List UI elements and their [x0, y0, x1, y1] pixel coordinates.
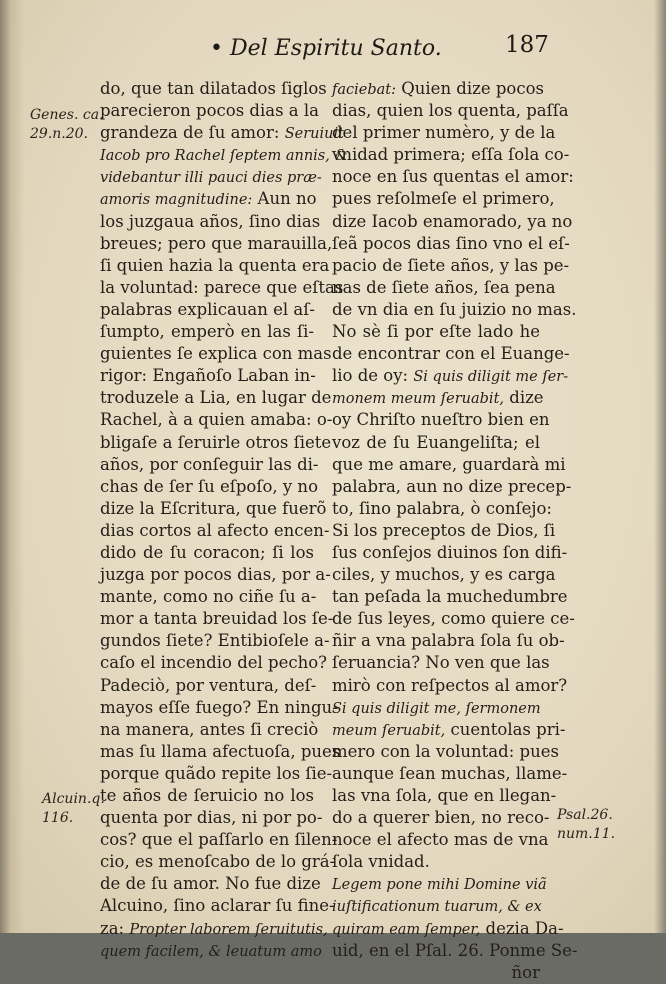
text-line	[332, 785, 557, 807]
right-text-column	[332, 78, 578, 984]
latin-quote: Seruiuit	[284, 126, 344, 143]
text-line	[100, 895, 335, 917]
line-text: ſola vnidad.	[332, 852, 430, 872]
running-head: • Del Espiritu Santo.	[210, 36, 442, 61]
line-text: No sè ſi por eſte lado he	[332, 322, 540, 342]
line-text: Rachel, à a quien amaba: o-	[100, 410, 333, 430]
text-line	[100, 211, 321, 233]
line-text: juzga por pocos dias, por a-	[100, 565, 331, 585]
margin-note-alcuin	[42, 790, 105, 828]
line-text: dias cortos al afecto encen-	[100, 520, 330, 540]
margin-note-line: num.11.	[557, 826, 616, 842]
line-text: caſo el incendio del pecho?	[100, 653, 328, 673]
line-text: troduzele a Lia, en lugar de	[100, 388, 332, 408]
text-line	[332, 851, 540, 873]
text-line	[332, 122, 556, 144]
line-text: quenta por dias, ni por po-	[100, 808, 323, 828]
line-text: parecieron pocos dias a la	[100, 101, 319, 121]
text-line	[332, 365, 569, 387]
line-text: Aun no	[252, 189, 317, 209]
text-line	[332, 564, 556, 586]
line-text: ñir a vna palabra ſola ſu ob-	[332, 631, 565, 651]
text-line	[100, 255, 330, 277]
latin-quote: Si quis diligit me ſer-	[413, 369, 569, 386]
page-edge	[654, 0, 666, 933]
text-line	[100, 829, 338, 851]
line-text: cio, es menoſcabo de lo grá-	[100, 852, 336, 872]
line-text: de vn dia en ſu juizio no mas.	[332, 299, 577, 319]
line-text: vnidad primera; eſſa ſola co-	[332, 145, 570, 165]
line-text: Quien dize pocos	[396, 79, 544, 98]
latin-quote: Iacob pro Rachel ſeptem annis, &	[100, 148, 348, 165]
text-line	[332, 299, 577, 321]
text-line	[100, 763, 333, 785]
line-text: voz de ſu Euangeliſta; el	[332, 432, 540, 452]
line-text: ſeã pocos dias ſino vno el eſ-	[332, 233, 570, 253]
text-line	[100, 608, 334, 630]
latin-quote: videbantur illi pauci dies præ-	[100, 170, 322, 187]
text-line	[332, 918, 564, 940]
page-number: 187	[505, 32, 549, 58]
line-text: do a querer bien, no reco-	[332, 808, 550, 828]
text-line	[332, 454, 566, 476]
latin-quote: meum ſeruabit,	[332, 722, 446, 739]
line-text: ſi quien hazia la quenta era	[100, 255, 330, 275]
text-line	[332, 476, 572, 498]
line-text: años, por conſeguir las di-	[100, 454, 319, 474]
margin-note-line: 116.	[42, 810, 74, 826]
text-line	[332, 630, 565, 652]
text-line	[332, 409, 550, 431]
line-text: oy Chriſto nueſtro bien en	[332, 410, 550, 430]
text-line	[332, 542, 568, 564]
line-text: dize la Eſcritura, que fuerõ	[100, 498, 327, 518]
text-line	[332, 829, 549, 851]
latin-quote: amoris magnitudine:	[100, 192, 253, 209]
text-line	[100, 122, 344, 144]
line-text: que me amare, guardarà mi	[332, 454, 566, 474]
text-line	[100, 365, 314, 387]
text-line	[100, 321, 314, 343]
text-line	[100, 675, 317, 697]
latin-quote: monem meum ſeruabit,	[332, 391, 505, 408]
text-line	[100, 851, 336, 873]
text-line	[332, 962, 540, 984]
text-line	[100, 299, 314, 321]
left-text-column	[100, 78, 348, 962]
text-line	[332, 188, 555, 210]
text-line	[100, 807, 323, 829]
line-text: tan peſada la muchedumbre	[332, 587, 568, 607]
line-text: mas ſu llama afectuoſa, pues	[100, 741, 341, 761]
line-text: palabras explicauan el aſ-	[100, 299, 315, 319]
line-text: dias, quien los quenta, paſſa	[332, 101, 569, 121]
line-text: cuentolas pri-	[445, 719, 566, 739]
line-text: nas de ſiete años, ſea pena	[332, 277, 556, 297]
text-line	[100, 697, 338, 719]
latin-quote: faciebat:	[332, 82, 396, 98]
line-text: Alcuino, ſino aclarar ſu fine-	[100, 896, 335, 916]
margin-note-genesis	[30, 106, 104, 144]
text-line	[100, 542, 314, 564]
line-text: de de ſu amor. No fue dize	[100, 874, 321, 894]
margin-note-line: Psal.26.	[557, 807, 613, 823]
text-line	[332, 277, 556, 299]
text-line	[332, 211, 573, 233]
text-line	[332, 520, 556, 542]
margin-note-line: 29.n.20.	[30, 126, 88, 142]
latin-quote: Legem pone mihi Domine viã	[332, 877, 547, 894]
text-line	[100, 476, 318, 498]
text-line	[332, 719, 566, 741]
line-text: Padeciò, por ventura, deſ-	[100, 675, 317, 695]
line-text: mero con la voluntad: pues	[332, 741, 559, 761]
text-line	[100, 166, 322, 188]
text-line	[332, 387, 544, 409]
gutter-shadow	[0, 0, 24, 933]
line-text: na manera, antes ſi creciò	[100, 719, 319, 739]
line-text: de encontrar con el Euange-	[332, 344, 570, 364]
text-line	[332, 586, 568, 608]
text-line	[332, 144, 570, 166]
text-line	[100, 586, 317, 608]
text-line	[332, 255, 570, 277]
text-line	[332, 940, 578, 962]
text-line	[332, 895, 540, 917]
margin-note-line: Genes. ca.	[30, 107, 104, 123]
text-line	[332, 652, 550, 674]
line-text: mante, como no ciñe ſu a-	[100, 587, 317, 607]
line-text: cos? que el paſſarlo en ſilen-	[100, 830, 338, 850]
text-line	[100, 144, 348, 166]
text-line	[100, 78, 327, 100]
text-line	[332, 78, 544, 100]
line-text: mirò con reſpectos al amor?	[332, 675, 568, 695]
line-text: los juzgaua años, ſino dias	[100, 211, 321, 231]
text-line	[100, 918, 328, 940]
text-line	[100, 652, 328, 674]
line-text: Si los preceptos de Dios, ſi	[332, 520, 556, 540]
text-line	[332, 166, 574, 188]
line-text: guientes ſe explica con mas	[100, 344, 332, 364]
text-line	[332, 321, 540, 343]
text-line	[332, 432, 540, 454]
text-line	[332, 233, 570, 255]
line-text: pacio de ſiete años, y las pe-	[332, 255, 570, 275]
text-line	[100, 409, 333, 431]
text-line	[332, 697, 540, 719]
text-line	[100, 498, 327, 520]
line-text: to, ſino palabra, ò conſejo:	[332, 498, 552, 518]
text-line	[100, 785, 314, 807]
line-text: noce el afecto mas de vna	[332, 830, 549, 850]
latin-quote: iuſtificationum tuarum, & ex	[332, 899, 542, 916]
line-text: chas de ſer ſu eſpoſo, y no	[100, 476, 318, 496]
text-line	[100, 564, 331, 586]
text-line	[332, 100, 569, 122]
latin-quote: Si quis diligit me, ſermonem	[332, 700, 541, 717]
line-text: breues; pero que marauilla,	[100, 233, 333, 253]
line-text: porque quãdo repite los ſie-	[100, 763, 333, 783]
text-line	[332, 675, 568, 697]
line-text: ſus conſejos diuinos ſon difi-	[332, 542, 568, 562]
text-line	[100, 719, 319, 741]
line-text: te años de ſeruicio no los	[100, 786, 314, 805]
line-text: las vna ſola, que en llegan-	[332, 786, 557, 805]
text-line	[332, 343, 570, 365]
text-line	[100, 432, 332, 454]
line-text: pues reſolmeſe el primero,	[332, 189, 555, 209]
line-text: aunque ſean muchas, llame-	[332, 763, 568, 783]
text-line	[332, 741, 559, 763]
latin-quote: quiram eam ſemper,	[332, 921, 481, 938]
text-line	[332, 498, 552, 520]
text-line	[100, 940, 322, 962]
line-text: mor a tanta breuidad los ſe-	[100, 609, 334, 629]
line-text: za:	[100, 918, 130, 938]
line-text: dezia Da-	[480, 918, 564, 938]
line-text: uid, en el Pſal. 26. Ponme Se-	[332, 940, 578, 960]
text-line	[332, 807, 550, 829]
text-line	[100, 100, 319, 122]
text-line	[332, 608, 575, 630]
text-line	[100, 454, 319, 476]
text-line	[100, 873, 321, 895]
line-text: dize Iacob enamorado, ya no	[332, 211, 573, 231]
text-line	[100, 520, 330, 542]
latin-quote: Propter laborem ſeruitutis,	[129, 921, 328, 938]
line-text: ciles, y muchos, y es carga	[332, 565, 556, 585]
margin-note-psalm	[557, 806, 615, 844]
text-line	[100, 387, 332, 409]
line-text: ſeruancia? No ven que las	[332, 653, 550, 673]
line-text: lio de oy:	[332, 366, 414, 386]
margin-note-line: Alcuin.q.	[42, 791, 105, 807]
text-line	[100, 233, 333, 255]
text-line	[100, 277, 344, 299]
text-line	[100, 630, 330, 652]
line-text: do, que tan dilatados ſiglos	[100, 79, 327, 98]
line-text: noce en ſus quentas el amor:	[332, 167, 574, 187]
line-text: ñor	[511, 962, 540, 982]
line-text: de ſus leyes, como quiere ce-	[332, 609, 575, 629]
text-line	[332, 763, 568, 785]
line-text: la voluntad: parece que eſtas	[100, 277, 344, 297]
text-line	[100, 343, 332, 365]
line-text: ſumpto, emperò en las ſi-	[100, 322, 314, 342]
text-line	[100, 741, 341, 763]
line-text: bligaſe a ſeruirle otros ſiete	[100, 432, 332, 452]
line-text: rigor: Engañoſo Laban in-	[100, 366, 316, 386]
line-text: mayos eſſe fuego? En ningu-	[100, 697, 338, 717]
line-text: gundos ſiete? Entibioſele a-	[100, 631, 330, 651]
text-line	[100, 188, 317, 210]
latin-quote: quem facilem, & leuatum amo	[100, 943, 322, 960]
line-text: dize	[504, 388, 544, 408]
line-text: dido de ſu coracon; ſi los	[100, 542, 314, 562]
line-text: palabra, aun no dize precep-	[332, 476, 572, 496]
line-text: grandeza de ſu amor:	[100, 123, 285, 143]
line-text: del primer numèro, y de la	[332, 123, 556, 143]
text-line	[332, 873, 547, 895]
